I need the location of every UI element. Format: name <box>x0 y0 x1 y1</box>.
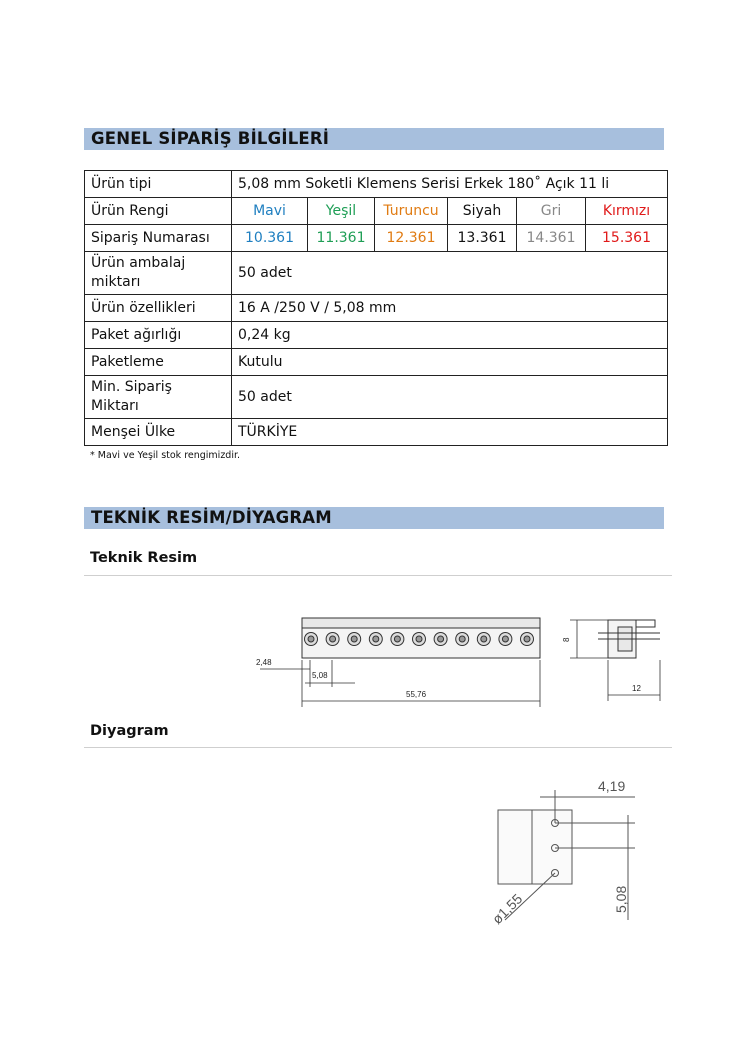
dim-offset-label: 2,48 <box>256 658 272 667</box>
stock-note: * Mavi ve Yeşil stok rengimizdir. <box>90 450 241 461</box>
table-row <box>85 349 668 376</box>
row-label: Sipariş Numarası <box>85 225 232 252</box>
terminal-screw <box>459 636 465 642</box>
divider <box>84 747 672 748</box>
terminal-screw <box>351 636 357 642</box>
row-value: Kutulu <box>232 349 668 376</box>
row-label: Menşei Ülke <box>85 419 232 446</box>
table-row <box>85 252 668 295</box>
row-label: Ürün özellikleri <box>85 295 232 322</box>
terminal-screw <box>524 636 530 642</box>
row-label: Ürün Rengi <box>85 198 232 225</box>
color-name-yesil: Yeşil <box>308 198 375 225</box>
connector-front-view <box>302 618 540 658</box>
dim-pitch-label: 5,08 <box>312 671 328 680</box>
subheading-technical-drawing: Teknik Resim <box>90 550 198 566</box>
terminal-screw <box>438 636 444 642</box>
subheading-diagram: Diyagram <box>90 723 169 739</box>
dim-length-label: 55,76 <box>406 690 427 699</box>
table-row <box>85 171 668 198</box>
section-title: GENEL SİPARİŞ BİLGİLERİ <box>91 129 330 148</box>
order-code-turuncu: 12.361 <box>375 225 448 252</box>
row-label-line: Ürün ambalaj <box>91 255 186 271</box>
table-row <box>85 419 668 446</box>
dim-hole-label: ø1,55 <box>488 890 526 928</box>
dim-top-label: 4,19 <box>598 778 626 794</box>
pinout-diagram <box>480 770 650 930</box>
color-name-kirmizi: Kırmızı <box>586 198 668 225</box>
order-code-gri: 14.361 <box>517 225 586 252</box>
dim-depth-label: 12 <box>632 684 641 693</box>
terminal-screw <box>481 636 487 642</box>
table-row <box>85 295 668 322</box>
row-label: Paketleme <box>85 349 232 376</box>
terminal-screw <box>502 636 508 642</box>
terminal-screw <box>373 636 379 642</box>
row-value: 0,24 kg <box>232 322 668 349</box>
row-label: Ürün tipi <box>85 171 232 198</box>
color-name-turuncu: Turuncu <box>375 198 448 225</box>
row-label-line: miktarı <box>91 274 141 290</box>
section-banner-drawing <box>84 507 664 529</box>
row-value: 16 A /250 V / 5,08 mm <box>232 295 668 322</box>
row-value: 5,08 mm Soketli Klemens Serisi Erkek 180˚ Açık 11 li <box>232 171 668 198</box>
dim-height-label: 8 <box>562 637 571 642</box>
order-code-mavi: 10.361 <box>232 225 308 252</box>
divider <box>84 575 672 576</box>
connector-side-view <box>570 620 660 701</box>
terminal-screw <box>416 636 422 642</box>
dim-pitch-label: 5,08 <box>613 885 629 913</box>
table-row <box>85 376 668 419</box>
color-name-mavi: Mavi <box>232 198 308 225</box>
order-info-table <box>84 170 668 446</box>
row-value: TÜRKİYE <box>232 419 668 446</box>
row-label-line: Min. Sipariş <box>91 379 172 395</box>
row-label-line: Miktarı <box>91 398 139 414</box>
row-label: Paket ağırlığı <box>85 322 232 349</box>
terminal-screw <box>308 636 314 642</box>
row-value: 50 adet <box>232 376 668 419</box>
terminal-screw <box>394 636 400 642</box>
row-label <box>85 252 232 295</box>
section-banner-order-info <box>84 128 664 150</box>
order-code-kirmizi: 15.361 <box>586 225 668 252</box>
section-title: TEKNİK RESİM/DİYAGRAM <box>91 508 332 527</box>
terminal-screw <box>330 636 336 642</box>
row-label <box>85 376 232 419</box>
table-row <box>85 225 668 252</box>
technical-drawing <box>250 605 670 710</box>
table-row <box>85 198 668 225</box>
table-row <box>85 322 668 349</box>
order-code-yesil: 11.361 <box>308 225 375 252</box>
row-value: 50 adet <box>232 252 668 295</box>
color-name-siyah: Siyah <box>448 198 517 225</box>
color-name-gri: Gri <box>517 198 586 225</box>
order-code-siyah: 13.361 <box>448 225 517 252</box>
